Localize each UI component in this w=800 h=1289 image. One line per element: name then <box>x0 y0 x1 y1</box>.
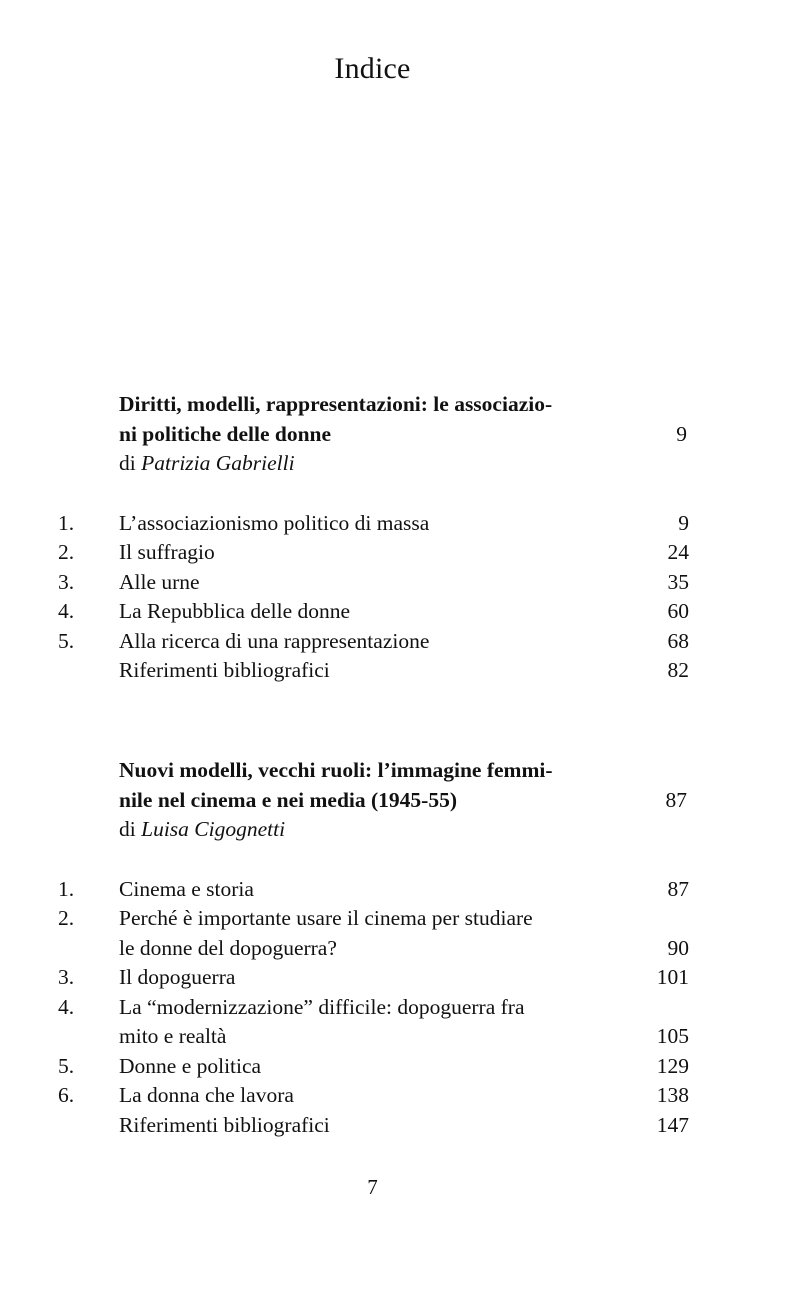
entry-number: 1. <box>58 876 75 901</box>
toc-entry[interactable] <box>0 1111 800 1141</box>
entry-list <box>0 875 800 1141</box>
entry-title: Il suffragio <box>119 540 215 564</box>
toc-section-1 <box>0 390 800 686</box>
section-author: di Luisa Cigognetti <box>119 817 286 841</box>
entry-title: Donne e politica <box>119 1053 262 1078</box>
entry-page: 24 <box>667 540 689 564</box>
toc-entry[interactable] <box>0 627 800 657</box>
entry-page: 147 <box>656 1112 689 1137</box>
entry-number: 1. <box>58 510 75 535</box>
entry-title: La Repubblica delle donne <box>119 599 351 623</box>
section-page-number: 9 <box>676 421 687 446</box>
toc-entry[interactable] <box>0 993 800 1052</box>
entry-title: La “modernizzazione” difficile: dopoguerra fra mito e realtà <box>119 994 525 1048</box>
entry-title: Perché è importante usare il cinema per studiare le donne del dopoguerra? <box>119 906 533 960</box>
entry-title: Il dopoguerra <box>119 965 236 989</box>
entry-page: 68 <box>667 628 689 653</box>
entry-number: 5. <box>58 1053 75 1078</box>
page-title: Indice <box>334 52 411 85</box>
entry-page: 9 <box>678 510 689 535</box>
toc-entry[interactable] <box>0 904 800 963</box>
entry-number: 4. <box>58 599 75 623</box>
toc-section-2 <box>0 756 800 1140</box>
entry-number <box>0 656 119 686</box>
section-title: Nuovi modelli, vecchi ruoli: l’immagine femmi- nile nel cinema e nei media (1945-55) <box>119 758 553 812</box>
toc-entry[interactable] <box>0 1081 800 1111</box>
toc-entry[interactable] <box>0 656 800 686</box>
entry-list <box>0 509 800 686</box>
entry-page: 129 <box>656 1053 689 1078</box>
entry-page: 105 <box>656 1024 689 1048</box>
section-page-number: 87 <box>665 787 687 812</box>
entry-page: 101 <box>656 965 689 989</box>
entry-page: 138 <box>656 1083 689 1107</box>
entry-page: 35 <box>667 569 689 594</box>
toc-entry[interactable] <box>0 538 800 568</box>
entry-title: Cinema e storia <box>119 876 254 901</box>
entry-page: 87 <box>667 876 689 901</box>
entry-number: 5. <box>58 628 75 653</box>
page-number: 7 <box>367 1175 378 1199</box>
entry-title: La donna che lavora <box>119 1083 294 1107</box>
entry-number: 3. <box>58 965 75 989</box>
section-heading <box>119 390 689 479</box>
entry-number: 2. <box>58 540 75 564</box>
entry-title: L’associazionismo politico di massa <box>119 510 430 535</box>
entry-title: Alla ricerca di una rappresentazione <box>119 628 430 653</box>
entry-page: 60 <box>667 599 689 623</box>
toc-entry[interactable] <box>0 963 800 993</box>
section-author: di Patrizia Gabrielli <box>119 451 295 475</box>
section-title: Diritti, modelli, rappresentazioni: le associazio- ni politiche delle donne <box>119 392 553 446</box>
toc-entry[interactable] <box>0 509 800 539</box>
entry-title: Riferimenti bibliografici <box>119 658 330 682</box>
entry-number <box>0 1111 119 1141</box>
entry-title: Alle urne <box>119 569 200 594</box>
entry-number: 6. <box>58 1083 75 1107</box>
section-heading <box>119 756 689 845</box>
entry-title: Riferimenti bibliografici <box>119 1112 330 1137</box>
entry-number: 4. <box>58 994 75 1019</box>
toc-entry[interactable] <box>0 1052 800 1082</box>
entry-page: 90 <box>667 935 689 960</box>
toc-entry[interactable] <box>0 875 800 905</box>
toc-entry[interactable] <box>0 568 800 598</box>
entry-page: 82 <box>667 658 689 682</box>
toc-entry[interactable] <box>0 597 800 627</box>
entry-number: 2. <box>58 906 75 930</box>
entry-number: 3. <box>58 569 75 594</box>
